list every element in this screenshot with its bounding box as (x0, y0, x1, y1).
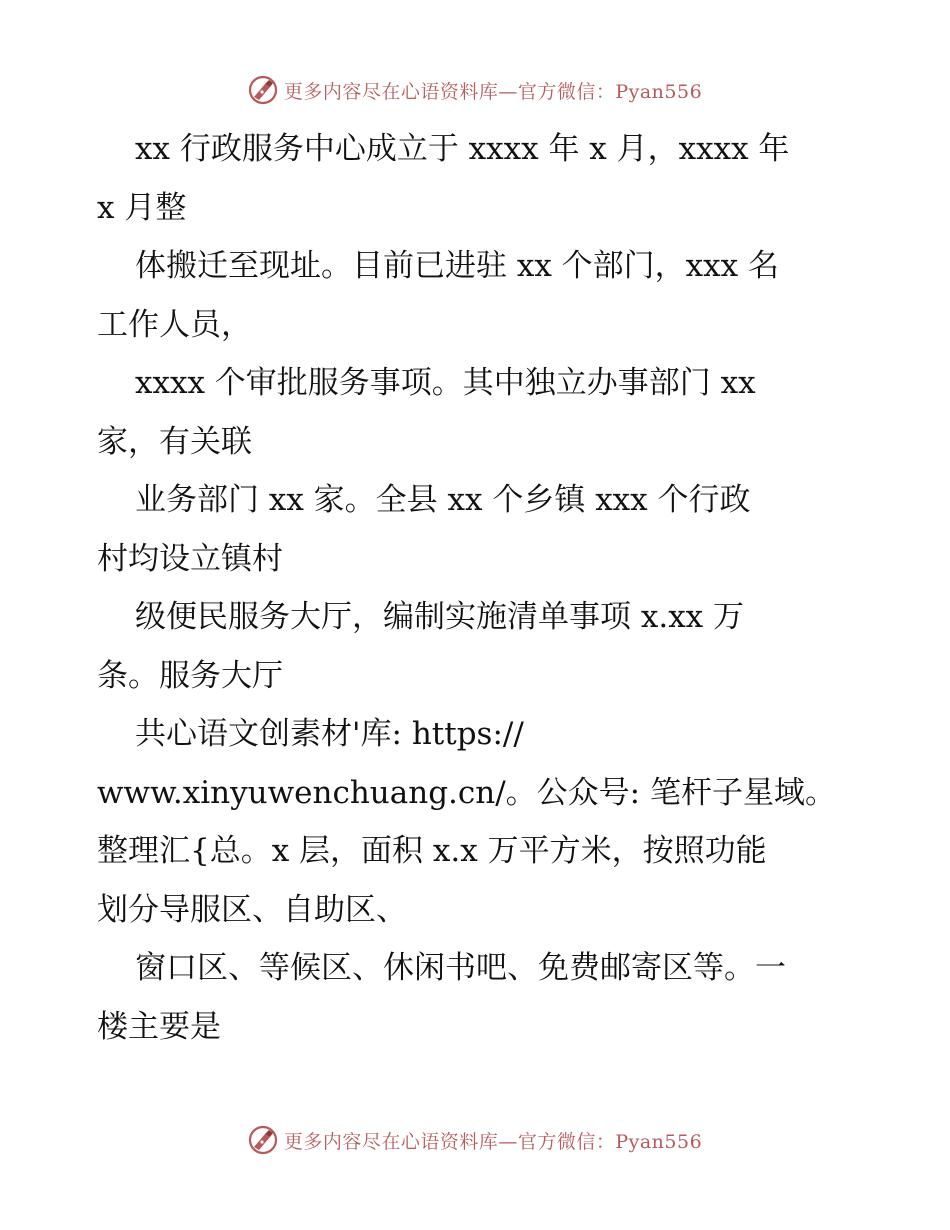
footer-banner-text: 更多内容尽在心语资料库—官方微信：Pyan556 (283, 1130, 703, 1153)
header-banner (0, 72, 950, 108)
document-line: 楼主要是 (97, 1008, 221, 1045)
pen-nib-logo-icon (248, 75, 278, 105)
footer-banner (0, 1122, 950, 1158)
document-line: 级便民服务大厅，编制实施清单事项 x.xx 万 (135, 599, 745, 635)
document-line: 体搬迁至现址。目前已进驻 xx 个部门，xxx 名 (135, 248, 779, 284)
document-line: www.xinyuwenchuang.cn/。公众号: 笔杆子星域。 (97, 774, 836, 811)
document-line: 工作人员， (97, 306, 252, 343)
document-line: 整理汇{总。x 层，面积 x.x 万平方米，按照功能 (97, 833, 767, 869)
document-body (97, 120, 857, 1056)
document-line: 划分导服区、自助区、 (97, 891, 407, 928)
header-banner-text: 更多内容尽在心语资料库—官方微信：Pyan556 (283, 80, 703, 103)
document-line: 村均设立镇村 (97, 540, 283, 577)
footer-banner-content (248, 1125, 702, 1155)
document-line: 共心语文创素材'库: https:// (135, 716, 524, 752)
pen-nib-logo-icon (248, 1125, 278, 1155)
document-line: 窗口区、等候区、休闲书吧、免费邮寄区等。一 (135, 950, 786, 986)
document-line: xxxx 个审批服务事项。其中独立办事部门 xx (135, 365, 756, 401)
document-line: x 月整 (97, 189, 187, 226)
document-line: 家，有关联 (97, 423, 252, 460)
document-line: 业务部门 xx 家。全县 xx 个乡镇 xxx 个行政 (135, 482, 751, 518)
document-line: xx 行政服务中心成立于 xxxx 年 x 月，xxxx 年 (135, 131, 790, 167)
header-banner-content (248, 75, 702, 105)
document-line: 条。服务大厅 (97, 657, 283, 694)
